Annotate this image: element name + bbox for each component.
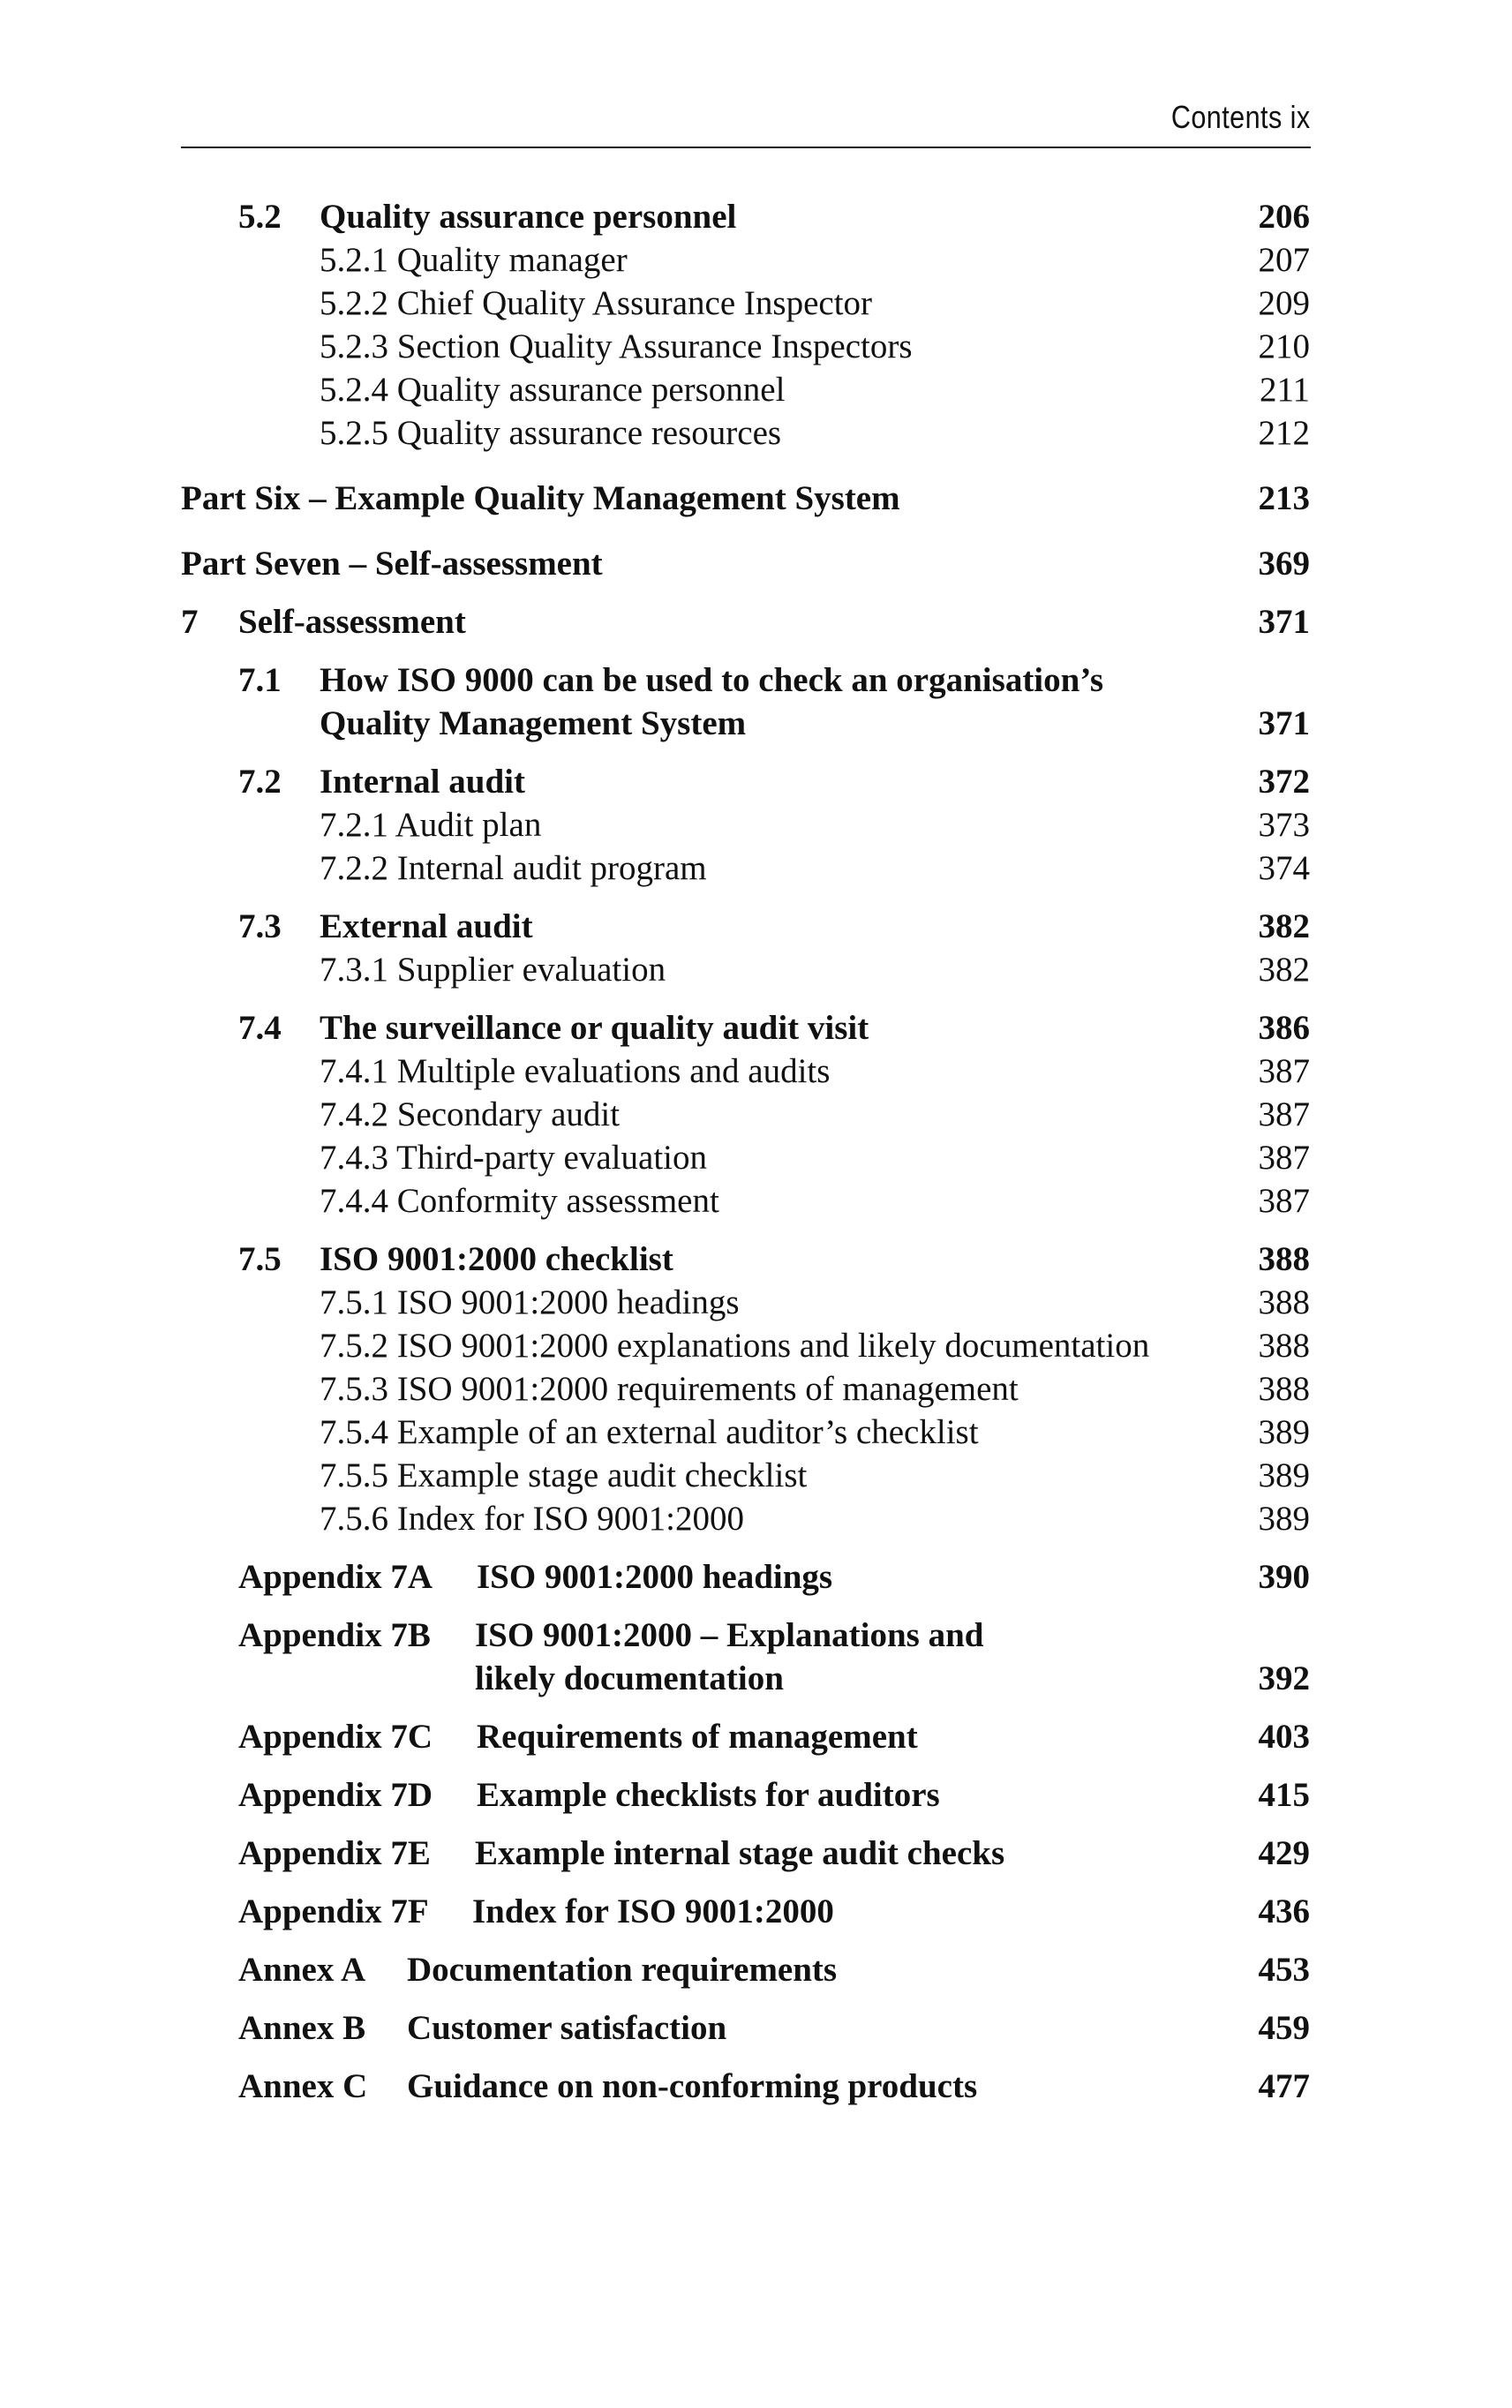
toc-page-number: 369 bbox=[1258, 545, 1310, 583]
toc-page-number: 459 bbox=[1258, 2009, 1310, 2047]
toc-page-number: 477 bbox=[1258, 2067, 1310, 2105]
toc-appendix-title: Example internal stage audit checks bbox=[475, 1834, 1005, 1872]
toc-section-number: 7.3 bbox=[238, 907, 282, 945]
toc-subsection: 7.5.1 ISO 9001:2000 headings bbox=[320, 1283, 740, 1321]
toc-chapter-title: Self-assessment bbox=[238, 603, 466, 641]
toc-section-number: 7.1 bbox=[238, 661, 282, 699]
toc-subsection: 7.2.2 Internal audit program bbox=[320, 849, 707, 887]
toc-appendix-label: Appendix 7A bbox=[238, 1558, 433, 1596]
toc-part-title: Part Seven – Self-assessment bbox=[181, 545, 603, 583]
toc-page-number: 453 bbox=[1258, 1951, 1310, 1989]
toc-page-number: 390 bbox=[1258, 1558, 1310, 1596]
toc-page-number: 371 bbox=[1258, 603, 1310, 641]
toc-appendix-title-continued: likely documentation bbox=[475, 1659, 784, 1697]
toc-subsection: 5.2.5 Quality assurance resources bbox=[320, 414, 782, 452]
toc-page-number: 372 bbox=[1258, 763, 1310, 801]
toc-subsection: 5.2.4 Quality assurance personnel bbox=[320, 371, 786, 409]
toc-subsection: 7.5.3 ISO 9001:2000 requirements of management bbox=[320, 1370, 1019, 1408]
toc-subsection: 5.2.3 Section Quality Assurance Inspectors bbox=[320, 327, 913, 365]
toc-subsection: 5.2.2 Chief Quality Assurance Inspector bbox=[320, 284, 873, 322]
toc-annex-label: Annex B bbox=[238, 2009, 366, 2047]
toc-appendix-label: Appendix 7B bbox=[238, 1616, 431, 1654]
toc-page-number: 371 bbox=[1258, 704, 1310, 742]
toc-page-number: 403 bbox=[1258, 1718, 1310, 1756]
toc-page-number: 382 bbox=[1258, 907, 1310, 945]
toc-page-number: 389 bbox=[1258, 1500, 1310, 1538]
toc-subsection: 5.2.1 Quality manager bbox=[320, 241, 628, 279]
toc-section-title: External audit bbox=[320, 907, 533, 945]
toc-page-number: 387 bbox=[1258, 1182, 1310, 1220]
toc-appendix-label: Appendix 7D bbox=[238, 1776, 433, 1814]
toc-page-number: 415 bbox=[1258, 1776, 1310, 1814]
toc-appendix-label: Appendix 7F bbox=[238, 1893, 429, 1930]
toc-appendix-title: Example checklists for auditors bbox=[477, 1776, 940, 1814]
toc-chapter-number: 7 bbox=[181, 603, 199, 641]
toc-section-title: Internal audit bbox=[320, 763, 525, 801]
toc-page-number: 212 bbox=[1258, 414, 1310, 452]
toc-page-number: 388 bbox=[1258, 1283, 1310, 1321]
toc-page-number: 209 bbox=[1258, 284, 1310, 322]
toc-page-number: 388 bbox=[1258, 1327, 1310, 1365]
toc-part-title: Part Six – Example Quality Management System bbox=[181, 479, 900, 517]
toc-section-number: 7.4 bbox=[238, 1009, 282, 1047]
toc-section-number: 7.2 bbox=[238, 763, 282, 801]
toc-subsection: 7.5.5 Example stage audit checklist bbox=[320, 1456, 808, 1494]
toc-page-number: 210 bbox=[1258, 327, 1310, 365]
toc-page-number: 206 bbox=[1258, 198, 1310, 236]
toc-page-number: 374 bbox=[1258, 849, 1310, 887]
toc-subsection: 7.4.2 Secondary audit bbox=[320, 1095, 621, 1133]
toc-page-number: 211 bbox=[1259, 371, 1310, 409]
toc-page-number: 429 bbox=[1258, 1834, 1310, 1872]
toc-appendix-title: ISO 9001:2000 headings bbox=[477, 1558, 833, 1596]
toc-appendix-title: ISO 9001:2000 – Explanations and bbox=[475, 1616, 984, 1654]
toc-subsection: 7.4.4 Conformity assessment bbox=[320, 1182, 719, 1220]
toc-subsection: 7.5.6 Index for ISO 9001:2000 bbox=[320, 1500, 744, 1538]
toc-annex-title: Customer satisfaction bbox=[407, 2009, 727, 2047]
toc-page-number: 373 bbox=[1258, 806, 1310, 844]
toc-annex-title: Documentation requirements bbox=[407, 1951, 838, 1989]
toc-page-number: 387 bbox=[1258, 1052, 1310, 1090]
toc-subsection: 7.5.4 Example of an external auditor’s checklist bbox=[320, 1413, 979, 1451]
toc-page-number: 387 bbox=[1258, 1139, 1310, 1177]
toc-annex-label: Annex C bbox=[238, 2067, 368, 2105]
toc-subsection: 7.3.1 Supplier evaluation bbox=[320, 951, 666, 989]
toc-page-number: 392 bbox=[1258, 1659, 1310, 1697]
toc-appendix-title: Index for ISO 9001:2000 bbox=[472, 1893, 834, 1930]
toc-page-number: 386 bbox=[1258, 1009, 1310, 1047]
toc-section-title: The surveillance or quality audit visit bbox=[320, 1009, 869, 1047]
toc-page-number: 382 bbox=[1258, 951, 1310, 989]
toc-annex-title: Guidance on non-conforming products bbox=[407, 2067, 978, 2105]
toc-section-title: Quality assurance personnel bbox=[320, 198, 737, 236]
toc-page-number: 389 bbox=[1258, 1456, 1310, 1494]
toc-page-number: 388 bbox=[1258, 1240, 1310, 1278]
toc-page-number: 213 bbox=[1258, 479, 1310, 517]
toc-subsection: 7.5.2 ISO 9001:2000 explanations and likely documentation bbox=[320, 1327, 1150, 1365]
toc-page-number: 389 bbox=[1258, 1413, 1310, 1451]
toc-section-number: 7.5 bbox=[238, 1240, 282, 1278]
toc-appendix-label: Appendix 7E bbox=[238, 1834, 431, 1872]
toc-page-number: 436 bbox=[1258, 1893, 1310, 1930]
toc-subsection: 7.4.3 Third-party evaluation bbox=[320, 1139, 707, 1177]
toc-annex-label: Annex A bbox=[238, 1951, 366, 1989]
toc-subsection: 7.4.1 Multiple evaluations and audits bbox=[320, 1052, 831, 1090]
toc-page-number: 207 bbox=[1258, 241, 1310, 279]
toc-section-title: How ISO 9000 can be used to check an organisation’s bbox=[320, 661, 1104, 699]
toc-subsection: 7.2.1 Audit plan bbox=[320, 806, 542, 844]
toc-section-number: 5.2 bbox=[238, 198, 282, 236]
toc-section-title: ISO 9001:2000 checklist bbox=[320, 1240, 673, 1278]
running-header-text: Contents ix bbox=[1171, 99, 1311, 135]
toc-section-title-continued: Quality Management System bbox=[320, 704, 747, 742]
toc-appendix-label: Appendix 7C bbox=[238, 1718, 433, 1756]
toc-appendix-title: Requirements of management bbox=[477, 1718, 918, 1756]
toc-page-number: 387 bbox=[1258, 1095, 1310, 1133]
toc-page-number: 388 bbox=[1258, 1370, 1310, 1408]
